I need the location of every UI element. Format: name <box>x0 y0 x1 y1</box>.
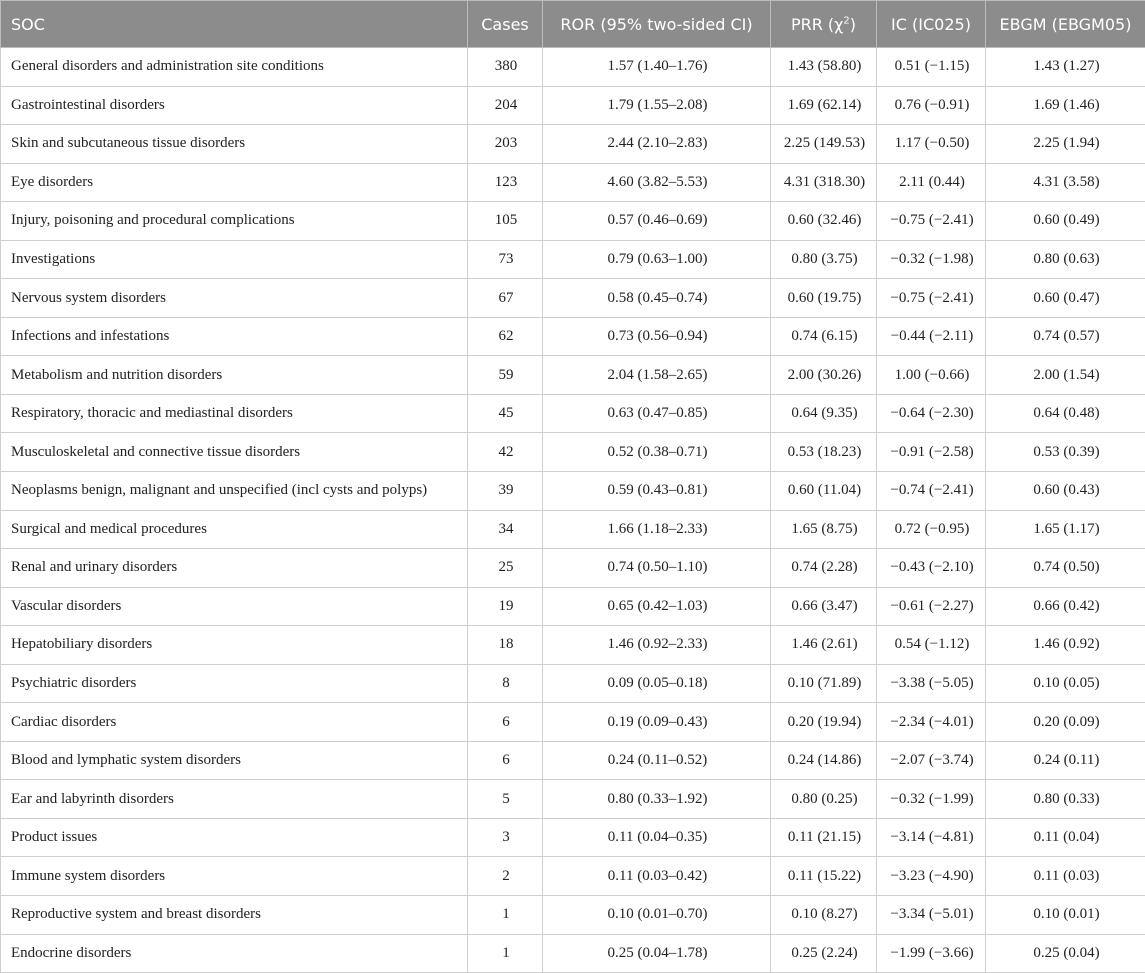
table-row <box>1 896 1145 935</box>
cell-ic: −0.44 (−2.11) <box>877 317 986 356</box>
cell-soc: General disorders and administration site conditions <box>1 48 468 87</box>
table-row <box>1 857 1145 896</box>
table-row <box>1 703 1145 742</box>
cell-ror: 4.60 (3.82–5.53) <box>543 163 771 202</box>
cell-soc: Product issues <box>1 818 468 857</box>
cell-ror: 0.63 (0.47–0.85) <box>543 394 771 433</box>
cell-soc: Metabolism and nutrition disorders <box>1 356 468 395</box>
cell-cases: 42 <box>468 433 543 472</box>
cell-ebgm: 1.43 (1.27) <box>986 48 1145 87</box>
cell-soc: Surgical and medical procedures <box>1 510 468 549</box>
header-ebgm: EBGM (EBGM05) <box>986 1 1145 48</box>
cell-ic: −1.99 (−3.66) <box>877 934 986 973</box>
cell-ror: 0.11 (0.03–0.42) <box>543 857 771 896</box>
cell-ic: −0.64 (−2.30) <box>877 394 986 433</box>
cell-ebgm: 1.69 (1.46) <box>986 86 1145 125</box>
cell-prr: 1.46 (2.61) <box>771 626 877 665</box>
cell-ic: 1.17 (−0.50) <box>877 125 986 164</box>
header-ic: IC (IC025) <box>877 1 986 48</box>
cell-cases: 1 <box>468 896 543 935</box>
cell-prr: 0.10 (71.89) <box>771 664 877 703</box>
cell-ebgm: 0.10 (0.01) <box>986 896 1145 935</box>
cell-cases: 380 <box>468 48 543 87</box>
cell-ebgm: 0.11 (0.03) <box>986 857 1145 896</box>
cell-prr: 0.66 (3.47) <box>771 587 877 626</box>
cell-cases: 39 <box>468 472 543 511</box>
table-row <box>1 163 1145 202</box>
cell-ic: −0.43 (−2.10) <box>877 549 986 588</box>
table-row <box>1 472 1145 511</box>
cell-ic: −3.38 (−5.05) <box>877 664 986 703</box>
cell-ror: 0.80 (0.33–1.92) <box>543 780 771 819</box>
cell-prr: 0.80 (3.75) <box>771 240 877 279</box>
table-row <box>1 549 1145 588</box>
cell-soc: Musculoskeletal and connective tissue disorders <box>1 433 468 472</box>
cell-prr: 0.11 (21.15) <box>771 818 877 857</box>
cell-soc: Hepatobiliary disorders <box>1 626 468 665</box>
cell-prr: 2.00 (30.26) <box>771 356 877 395</box>
table-header <box>1 1 1145 48</box>
table-row <box>1 433 1145 472</box>
cell-soc: Reproductive system and breast disorders <box>1 896 468 935</box>
cell-ebgm: 0.53 (0.39) <box>986 433 1145 472</box>
cell-cases: 73 <box>468 240 543 279</box>
cell-ic: 0.54 (−1.12) <box>877 626 986 665</box>
table-row <box>1 664 1145 703</box>
header-cases: Cases <box>468 1 543 48</box>
table-row <box>1 317 1145 356</box>
cell-cases: 2 <box>468 857 543 896</box>
cell-ic: −0.74 (−2.41) <box>877 472 986 511</box>
header-prr <box>771 1 877 48</box>
cell-soc: Cardiac disorders <box>1 703 468 742</box>
cell-soc: Nervous system disorders <box>1 279 468 318</box>
cell-cases: 34 <box>468 510 543 549</box>
cell-cases: 5 <box>468 780 543 819</box>
cell-soc: Infections and infestations <box>1 317 468 356</box>
cell-ebgm: 0.60 (0.47) <box>986 279 1145 318</box>
table-row <box>1 626 1145 665</box>
cell-ic: −2.34 (−4.01) <box>877 703 986 742</box>
cell-soc: Skin and subcutaneous tissue disorders <box>1 125 468 164</box>
cell-ic: 0.76 (−0.91) <box>877 86 986 125</box>
cell-cases: 203 <box>468 125 543 164</box>
cell-ebgm: 2.00 (1.54) <box>986 356 1145 395</box>
cell-prr: 0.60 (19.75) <box>771 279 877 318</box>
cell-prr: 0.10 (8.27) <box>771 896 877 935</box>
cell-ror: 0.73 (0.56–0.94) <box>543 317 771 356</box>
table-row <box>1 279 1145 318</box>
cell-ebgm: 0.24 (0.11) <box>986 741 1145 780</box>
cell-ic: −0.75 (−2.41) <box>877 279 986 318</box>
cell-prr: 0.60 (11.04) <box>771 472 877 511</box>
cell-soc: Gastrointestinal disorders <box>1 86 468 125</box>
table-row <box>1 818 1145 857</box>
table-row <box>1 741 1145 780</box>
cell-cases: 1 <box>468 934 543 973</box>
cell-prr: 0.64 (9.35) <box>771 394 877 433</box>
cell-ic: −0.32 (−1.99) <box>877 780 986 819</box>
cell-ebgm: 0.74 (0.50) <box>986 549 1145 588</box>
cell-cases: 19 <box>468 587 543 626</box>
cell-ror: 1.57 (1.40–1.76) <box>543 48 771 87</box>
cell-cases: 8 <box>468 664 543 703</box>
table-row <box>1 125 1145 164</box>
cell-ror: 0.57 (0.46–0.69) <box>543 202 771 241</box>
cell-ebgm: 1.46 (0.92) <box>986 626 1145 665</box>
cell-ror: 0.09 (0.05–0.18) <box>543 664 771 703</box>
cell-ebgm: 0.60 (0.49) <box>986 202 1145 241</box>
table-row <box>1 394 1145 433</box>
cell-ror: 1.66 (1.18–2.33) <box>543 510 771 549</box>
cell-soc: Endocrine disorders <box>1 934 468 973</box>
cell-ic: 1.00 (−0.66) <box>877 356 986 395</box>
table-row <box>1 202 1145 241</box>
cell-cases: 3 <box>468 818 543 857</box>
cell-prr: 1.69 (62.14) <box>771 86 877 125</box>
cell-ror: 0.59 (0.43–0.81) <box>543 472 771 511</box>
cell-ic: −0.75 (−2.41) <box>877 202 986 241</box>
table-row <box>1 510 1145 549</box>
cell-ebgm: 0.10 (0.05) <box>986 664 1145 703</box>
cell-ic: −2.07 (−3.74) <box>877 741 986 780</box>
cell-soc: Neoplasms benign, malignant and unspecified (incl cysts and polyps) <box>1 472 468 511</box>
cell-ebgm: 0.11 (0.04) <box>986 818 1145 857</box>
cell-soc: Renal and urinary disorders <box>1 549 468 588</box>
table-row <box>1 356 1145 395</box>
cell-prr: 1.43 (58.80) <box>771 48 877 87</box>
cell-prr: 0.24 (14.86) <box>771 741 877 780</box>
cell-prr: 1.65 (8.75) <box>771 510 877 549</box>
cell-ror: 0.74 (0.50–1.10) <box>543 549 771 588</box>
cell-ror: 0.11 (0.04–0.35) <box>543 818 771 857</box>
cell-cases: 6 <box>468 741 543 780</box>
cell-ror: 0.19 (0.09–0.43) <box>543 703 771 742</box>
cell-cases: 123 <box>468 163 543 202</box>
cell-ror: 0.58 (0.45–0.74) <box>543 279 771 318</box>
cell-ror: 0.65 (0.42–1.03) <box>543 587 771 626</box>
cell-prr: 0.53 (18.23) <box>771 433 877 472</box>
cell-prr: 2.25 (149.53) <box>771 125 877 164</box>
header-soc: SOC <box>1 1 468 48</box>
cell-ebgm: 0.25 (0.04) <box>986 934 1145 973</box>
cell-cases: 204 <box>468 86 543 125</box>
cell-ebgm: 0.20 (0.09) <box>986 703 1145 742</box>
cell-ebgm: 1.65 (1.17) <box>986 510 1145 549</box>
cell-prr: 4.31 (318.30) <box>771 163 877 202</box>
cell-ror: 2.04 (1.58–2.65) <box>543 356 771 395</box>
cell-ebgm: 0.64 (0.48) <box>986 394 1145 433</box>
cell-soc: Eye disorders <box>1 163 468 202</box>
table-row <box>1 48 1145 87</box>
cell-cases: 45 <box>468 394 543 433</box>
cell-ic: 0.72 (−0.95) <box>877 510 986 549</box>
cell-prr: 0.25 (2.24) <box>771 934 877 973</box>
cell-ebgm: 0.66 (0.42) <box>986 587 1145 626</box>
header-prr-prefix: PRR (χ <box>791 15 843 34</box>
cell-cases: 105 <box>468 202 543 241</box>
cell-ror: 0.24 (0.11–0.52) <box>543 741 771 780</box>
cell-ror: 0.10 (0.01–0.70) <box>543 896 771 935</box>
cell-soc: Investigations <box>1 240 468 279</box>
cell-ror: 1.79 (1.55–2.08) <box>543 86 771 125</box>
cell-ic: −3.23 (−4.90) <box>877 857 986 896</box>
cell-cases: 59 <box>468 356 543 395</box>
cell-ebgm: 0.60 (0.43) <box>986 472 1145 511</box>
header-prr-superscript: 2 <box>843 15 849 26</box>
cell-soc: Respiratory, thoracic and mediastinal disorders <box>1 394 468 433</box>
cell-ic: −3.34 (−5.01) <box>877 896 986 935</box>
cell-prr: 0.74 (2.28) <box>771 549 877 588</box>
cell-ic: −0.61 (−2.27) <box>877 587 986 626</box>
header-ror: ROR (95% two-sided CI) <box>543 1 771 48</box>
cell-prr: 0.20 (19.94) <box>771 703 877 742</box>
table-body <box>1 48 1145 973</box>
cell-soc: Immune system disorders <box>1 857 468 896</box>
cell-ror: 1.46 (0.92–2.33) <box>543 626 771 665</box>
cell-ebgm: 4.31 (3.58) <box>986 163 1145 202</box>
cell-ebgm: 0.74 (0.57) <box>986 317 1145 356</box>
header-row <box>1 1 1145 48</box>
cell-cases: 6 <box>468 703 543 742</box>
cell-ic: 0.51 (−1.15) <box>877 48 986 87</box>
cell-soc: Injury, poisoning and procedural complications <box>1 202 468 241</box>
table-row <box>1 240 1145 279</box>
cell-soc: Vascular disorders <box>1 587 468 626</box>
cell-ic: 2.11 (0.44) <box>877 163 986 202</box>
cell-prr: 0.11 (15.22) <box>771 857 877 896</box>
cell-soc: Ear and labyrinth disorders <box>1 780 468 819</box>
table-row <box>1 934 1145 973</box>
cell-cases: 67 <box>468 279 543 318</box>
header-prr-suffix: ) <box>850 15 856 34</box>
cell-ic: −0.91 (−2.58) <box>877 433 986 472</box>
cell-prr: 0.80 (0.25) <box>771 780 877 819</box>
cell-ror: 0.25 (0.04–1.78) <box>543 934 771 973</box>
cell-ic: −0.32 (−1.98) <box>877 240 986 279</box>
table-row <box>1 587 1145 626</box>
cell-prr: 0.60 (32.46) <box>771 202 877 241</box>
cell-soc: Psychiatric disorders <box>1 664 468 703</box>
cell-prr: 0.74 (6.15) <box>771 317 877 356</box>
cell-cases: 25 <box>468 549 543 588</box>
cell-ebgm: 0.80 (0.33) <box>986 780 1145 819</box>
cell-ror: 0.79 (0.63–1.00) <box>543 240 771 279</box>
cell-cases: 18 <box>468 626 543 665</box>
cell-ebgm: 2.25 (1.94) <box>986 125 1145 164</box>
cell-soc: Blood and lymphatic system disorders <box>1 741 468 780</box>
cell-ror: 2.44 (2.10–2.83) <box>543 125 771 164</box>
cell-ic: −3.14 (−4.81) <box>877 818 986 857</box>
cell-ror: 0.52 (0.38–0.71) <box>543 433 771 472</box>
table-row <box>1 780 1145 819</box>
table-row <box>1 86 1145 125</box>
cell-cases: 62 <box>468 317 543 356</box>
cell-ebgm: 0.80 (0.63) <box>986 240 1145 279</box>
